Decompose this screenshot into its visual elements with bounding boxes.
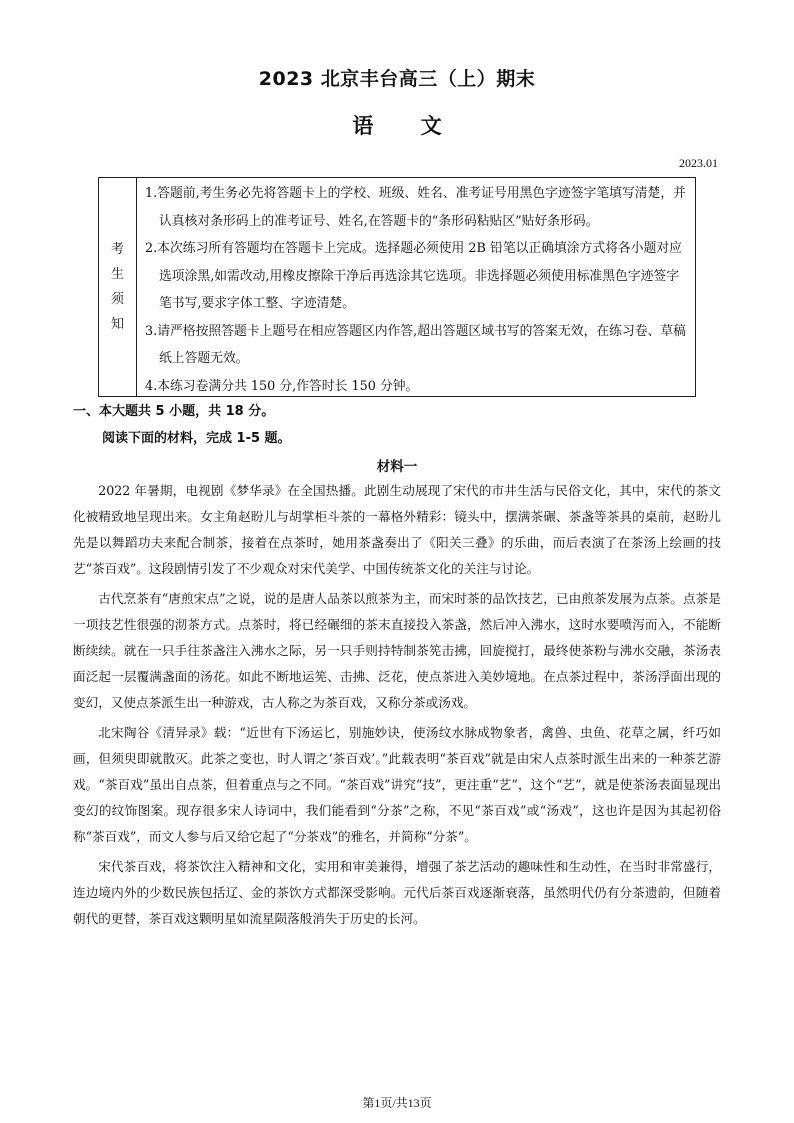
notice-label-char: 知: [110, 317, 124, 332]
reading-instruction: 阅读下面的材料，完成 1-5 题。: [102, 431, 291, 446]
notice-label-char: 须: [110, 292, 124, 307]
notice-items: [137, 178, 695, 396]
notice-label-char: 考: [110, 242, 124, 257]
article-paragraph: 北宋陶谷《清异录》载：“近世有下汤运匕，别施妙诀，使汤纹水脉成物象者，禽兽、虫鱼、花草之属，纤巧如画，但须臾即就散灭。此茶之变也，时人谓之‘茶百戏’。”此载表明“茶百戏”就是由宋人点茶时派生出来的一种茶艺游戏。“茶百戏”虽出自点茶，但着重点与之不同。“茶百戏”讲究“技”，更注重“艺”，这个“艺”，就是使茶汤表面显现出变幻的纹饰图案。现存很多宋人诗词中，我们能看到“分茶”之称，不见“茶百戏”或“汤戏”，这也许是因为其起初俗称“茶百戏”，而文人参与后又给它起了“分茶戏”的雅名，并简称“分茶”。: [73, 725, 721, 844]
subject-title: 语 文: [352, 114, 442, 138]
notice-label-char: 生: [110, 267, 124, 282]
material-article: [73, 478, 721, 936]
notice-item: 2.本次练习所有答题均在答题卡上完成。选择题必须使用 2B 铅笔以正确填涂方式将各小题对应选项涂黑,如需改动,用橡皮擦除干净后再选涂其它选项。非选择题必须使用标准黑色字迹签字笔书写,要求字体工整、字迹清楚。: [145, 241, 682, 311]
article-paragraph: 2022 年暑期，电视剧《梦华录》在全国热播。此剧生动展现了宋代的市井生活与民俗文化，其中，宋代的茶文化被精致地呈现出来。女主角赵盼儿与胡掌柜斗茶的一幕格外精彩：镜头中，摆满茶碾、茶盏等茶具的桌前，赵盼儿先是以舞蹈功夫来配合制茶，接着在点茶时，她用茶盏奏出了《阳关三叠》的乐曲，而后表演了在茶汤上绘画的技艺“茶百戏”。这段剧情引发了不少观众对宋代美学、中国传统茶文化的关注与讨论。: [73, 483, 721, 576]
notice-label: [99, 178, 137, 396]
material-title: 材料一: [376, 459, 418, 475]
notice-item: 4.本练习卷满分共 150 分,作答时长 150 分钟。: [145, 378, 419, 394]
page-footer: 第1页/共13页: [362, 1096, 432, 1110]
article-paragraph: 宋代茶百戏，将茶饮注入精神和文化，实用和审美兼得，增强了茶艺活动的趣味性和生动性，在当时非常盛行，连边境内外的少数民族包括辽、金的茶饮方式都深受影响。元代后茶百戏逐渐衰落，虽然明代仍有分茶遗韵，但随着朝代的更替，茶百戏这颗明星如流星陨落般消失于历史的长河。: [73, 859, 721, 926]
section-header: 一、本大题共 5 小题，共 18 分。: [73, 404, 275, 419]
notice-item: 3.请严格按照答题卡上题号在相应答题区内作答,超出答题区域书写的答案无效，在练习卷、草稿纸上答题无效。: [145, 323, 686, 366]
exam-date: 2023.01: [679, 156, 718, 170]
exam-title: 2023 北京丰台高三（上）期末: [258, 68, 536, 90]
article-paragraph: 古代烹茶有“唐煎宋点”之说，说的是唐人品茶以煎茶为主，而宋时茶的品饮技艺，已由煎茶发展为点茶。点茶是一项技艺性很强的沏茶方式。点茶时，将已经碾细的茶末直接投入茶盏，然后冲入沸水，这时水要喷泻而入，不能断断续续。就在一只手往茶盏注入沸水之际，另一只手则持特制茶筅击拂，回旋搅打，最终使茶粉与沸水交融，茶汤表面泛起一层覆满盏面的汤花。如此不断地运筅、击拂、泛花，使点茶进入美妙境地。在点茶过程中，茶汤浮面出现的变幻，又使点茶派生出一种游戏，古人称之为茶百戏，又称分茶或汤戏。: [73, 591, 721, 710]
candidate-notice-box: [98, 177, 696, 397]
notice-item: 1.答题前,考生务必先将答题卡上的学校、班级、姓名、准考证号用黑色字迹签字笔填写清楚，并认真核对条形码上的准考证号、姓名,在答题卡的“条形码粘贴区”贴好条形码。: [145, 186, 686, 229]
